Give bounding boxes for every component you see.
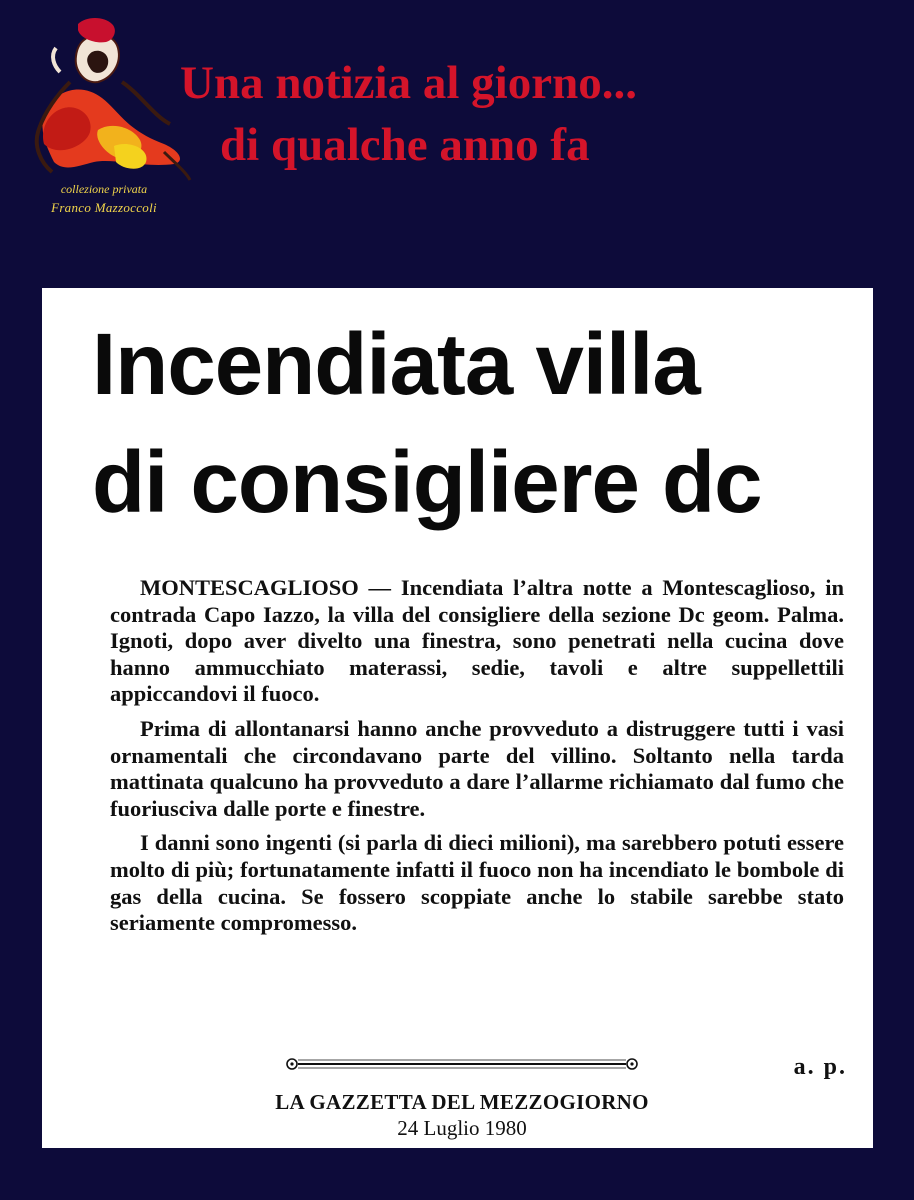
decorative-rule-icon	[284, 1054, 640, 1074]
publication-date: 24 Luglio 1980	[397, 1116, 527, 1140]
logo-caption-collection: collezione privata	[60, 182, 148, 196]
article-paragraph: Prima di allontanarsi hanno anche provveduto a distruggere tutti i vasi ornamentali che circondavano parte del villino. Soltanto nella tarda mattinata qualcuno ha provveduto a dare l’allarme richiamato dal fumo che fuoriusciva dalle porte e finestre.	[110, 715, 844, 821]
article-byline: a. p.	[793, 1054, 847, 1080]
article-headline-line1: Incendiata villa	[92, 316, 700, 413]
page-title-line1: Una notizia al giorno...	[180, 57, 637, 109]
dancer-illustration-icon	[14, 12, 194, 184]
article-paragraph: MONTESCAGLIOSO — Incendiata l’altra notte a Montescaglioso, in contrada Capo Iazzo, la villa del consigliere della sezione Dc geom. Palma. Ignoti, dopo aver divelto una finestra, sono penetrati nella cucina dove hanno ammucchiato materassi, sedie, tavoli e altre suppellettili appiccandovi il fuoco.	[110, 575, 844, 707]
page-title-line2: di qualche anno fa	[220, 119, 590, 171]
article-paragraph: I danni sono ingenti (si parla di dieci milioni), ma sarebbero potuti essere molto di più; fortunatamente infatti il fuoco non ha incendiato le bombole di gas della cucina. Se fossero scoppiate anche lo stabile sarebbe stato seriamente compromesso.	[110, 830, 844, 936]
newspaper-clipping	[42, 288, 873, 1148]
article-headline-line2: di consigliere dc	[92, 434, 762, 531]
logo-caption-owner: Franco Mazzoccoli	[51, 200, 157, 215]
newspaper-name: LA GAZZETTA DEL MEZZOGIORNO	[275, 1090, 649, 1114]
logo	[14, 12, 194, 224]
article-body	[110, 575, 844, 945]
page-title	[180, 52, 780, 176]
article-headline	[92, 306, 862, 542]
